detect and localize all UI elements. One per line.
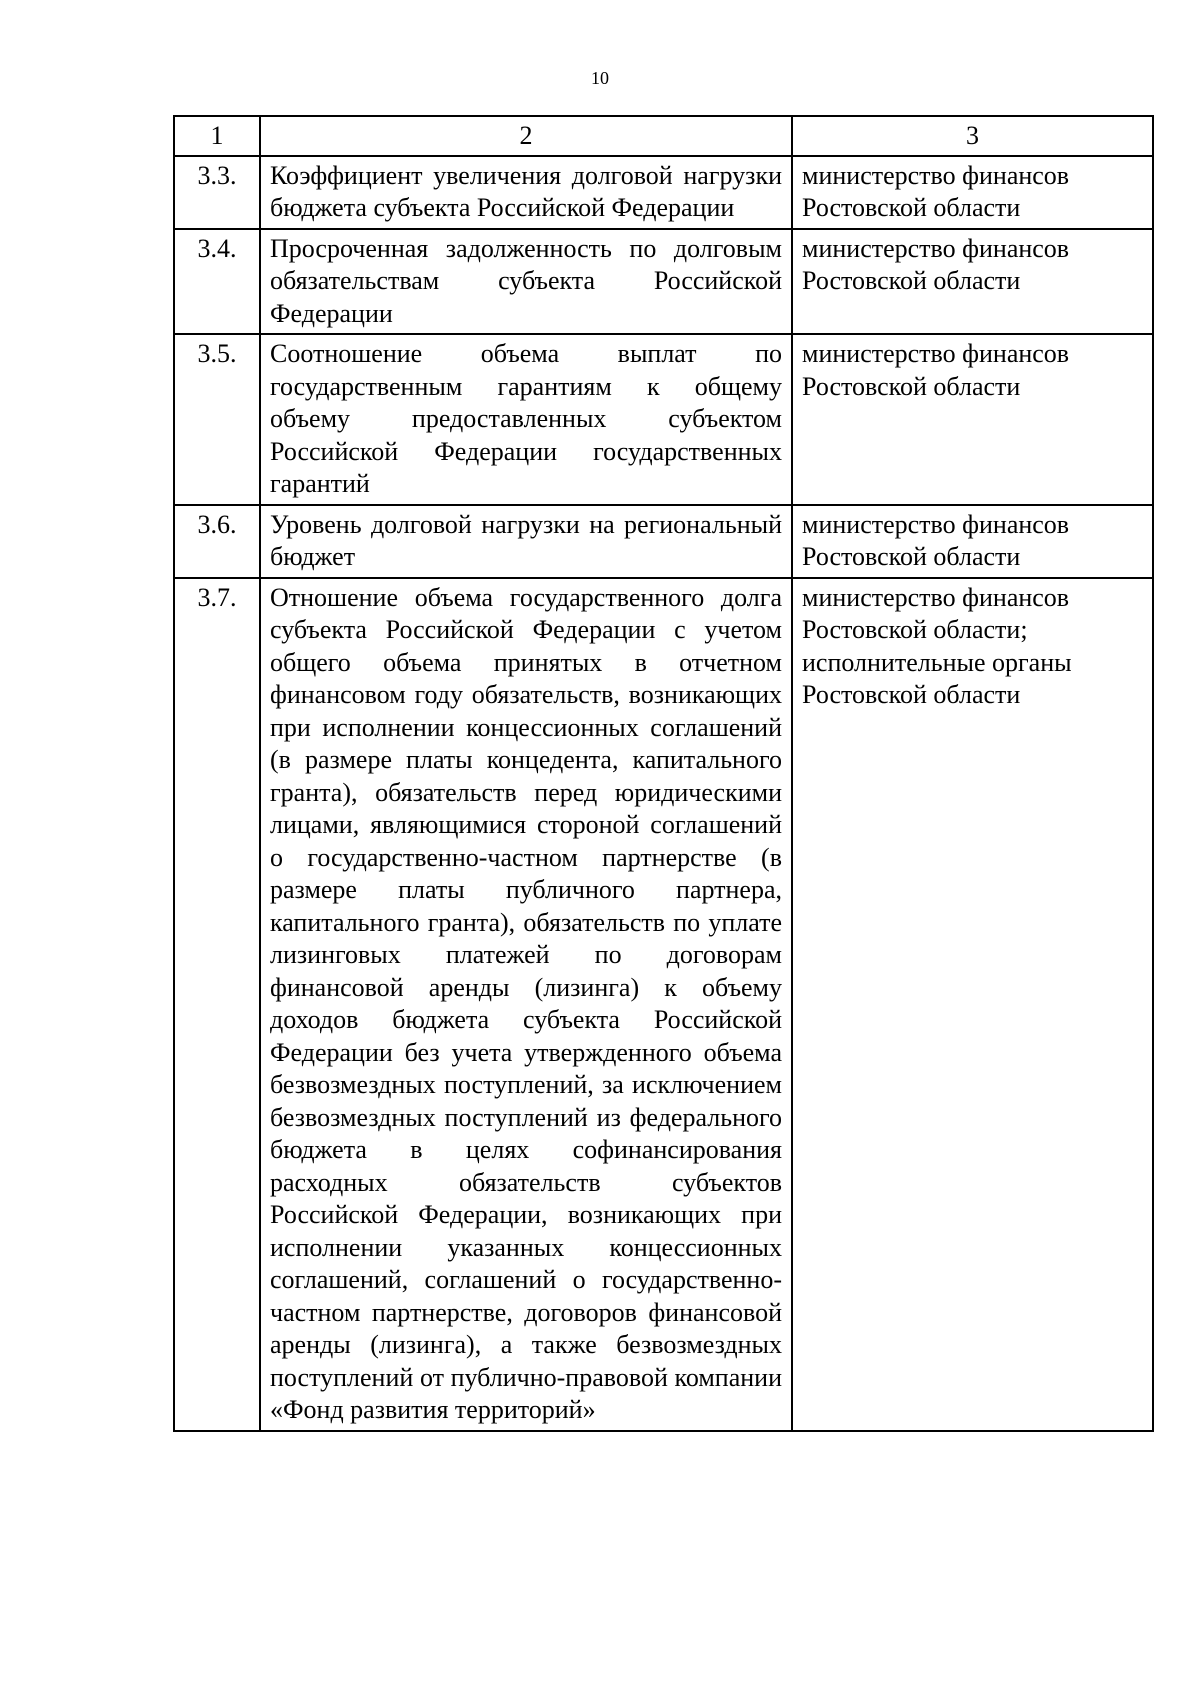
responsible-line: Ростовской области [802,266,1021,295]
responsible-line: министерство финансов [802,509,1070,539]
table-row [174,505,1153,578]
indicator-name: Отношение объема государственного долга субъекта Российской Федерации с учетом общего объема принятых в отчетном финансовом году обязательств, возникающих при исполнении концессионных соглашений (в размере платы концедента, капитального гранта), обязательств перед юридическими лицами, являющимися стороной соглашений о государственно-частном партнерстве (в размере платы публичного партнера, капитального гранта), обязательств по уплате лизинговых платежей по договорам финансовой аренды (лизинга) к объему доходов бюджета субъекта Российской Федерации без учета утвержденного объема безвозмездных поступлений, за исключением безвозмездных поступлений из федерального бюджета в целях софинансирования расходных обязательств субъектов Российской Федерации, возникающих при исполнении указанных концессионных соглашений, соглашений о государственно-частном партнерстве, договоров финансовой аренды (лизинга), а также безвозмездных поступлений от публично-правовой компании «Фонд развития территорий» [260,578,792,1431]
header-cell-3: 3 [792,116,1153,156]
header-cell-2: 2 [260,116,792,156]
indicator-name: Коэффициент увеличения долговой нагрузки бюджета субъекта Российской Федерации [260,156,792,229]
responsible-line: министерство финансов [802,233,1070,263]
row-number: 3.6. [174,505,260,578]
indicators-table [173,115,1154,1432]
responsible-line: министерство финансов [802,582,1070,612]
indicator-name: Соотношение объема выплат по государственным гарантиям к общему объему предоставленных субъектом Российской Федерации государственных гарантий [260,334,792,505]
table-row [174,334,1153,505]
responsible-line: Ростовской области [802,680,1021,709]
indicator-name: Уровень долговой нагрузки на региональный бюджет [260,505,792,578]
indicator-name: Просроченная задолженность по долговым обязательствам субъекта Российской Федерации [260,229,792,335]
row-number: 3.4. [174,229,260,335]
responsible-line: министерство финансов [802,160,1070,190]
responsible-cell [792,229,1153,335]
responsible-cell [792,156,1153,229]
row-number: 3.3. [174,156,260,229]
responsible-line: Ростовской области; [802,615,1028,644]
responsible-line: Ростовской области [802,371,1021,401]
responsible-cell [792,505,1153,578]
responsible-cell [792,578,1153,1431]
row-number: 3.5. [174,334,260,505]
responsible-line: Ростовской области [802,193,1021,222]
table-header-row [174,116,1153,156]
table-row [174,578,1153,1431]
responsible-line: министерство финансов [802,339,1070,368]
row-number: 3.7. [174,578,260,1431]
table-row [174,229,1153,335]
header-cell-1: 1 [174,116,260,156]
responsible-cell [792,334,1153,505]
page-number: 10 [591,68,609,88]
responsible-line: исполнительные органы [802,647,1072,677]
responsible-line: Ростовской области [802,542,1021,571]
table-row [174,156,1153,229]
